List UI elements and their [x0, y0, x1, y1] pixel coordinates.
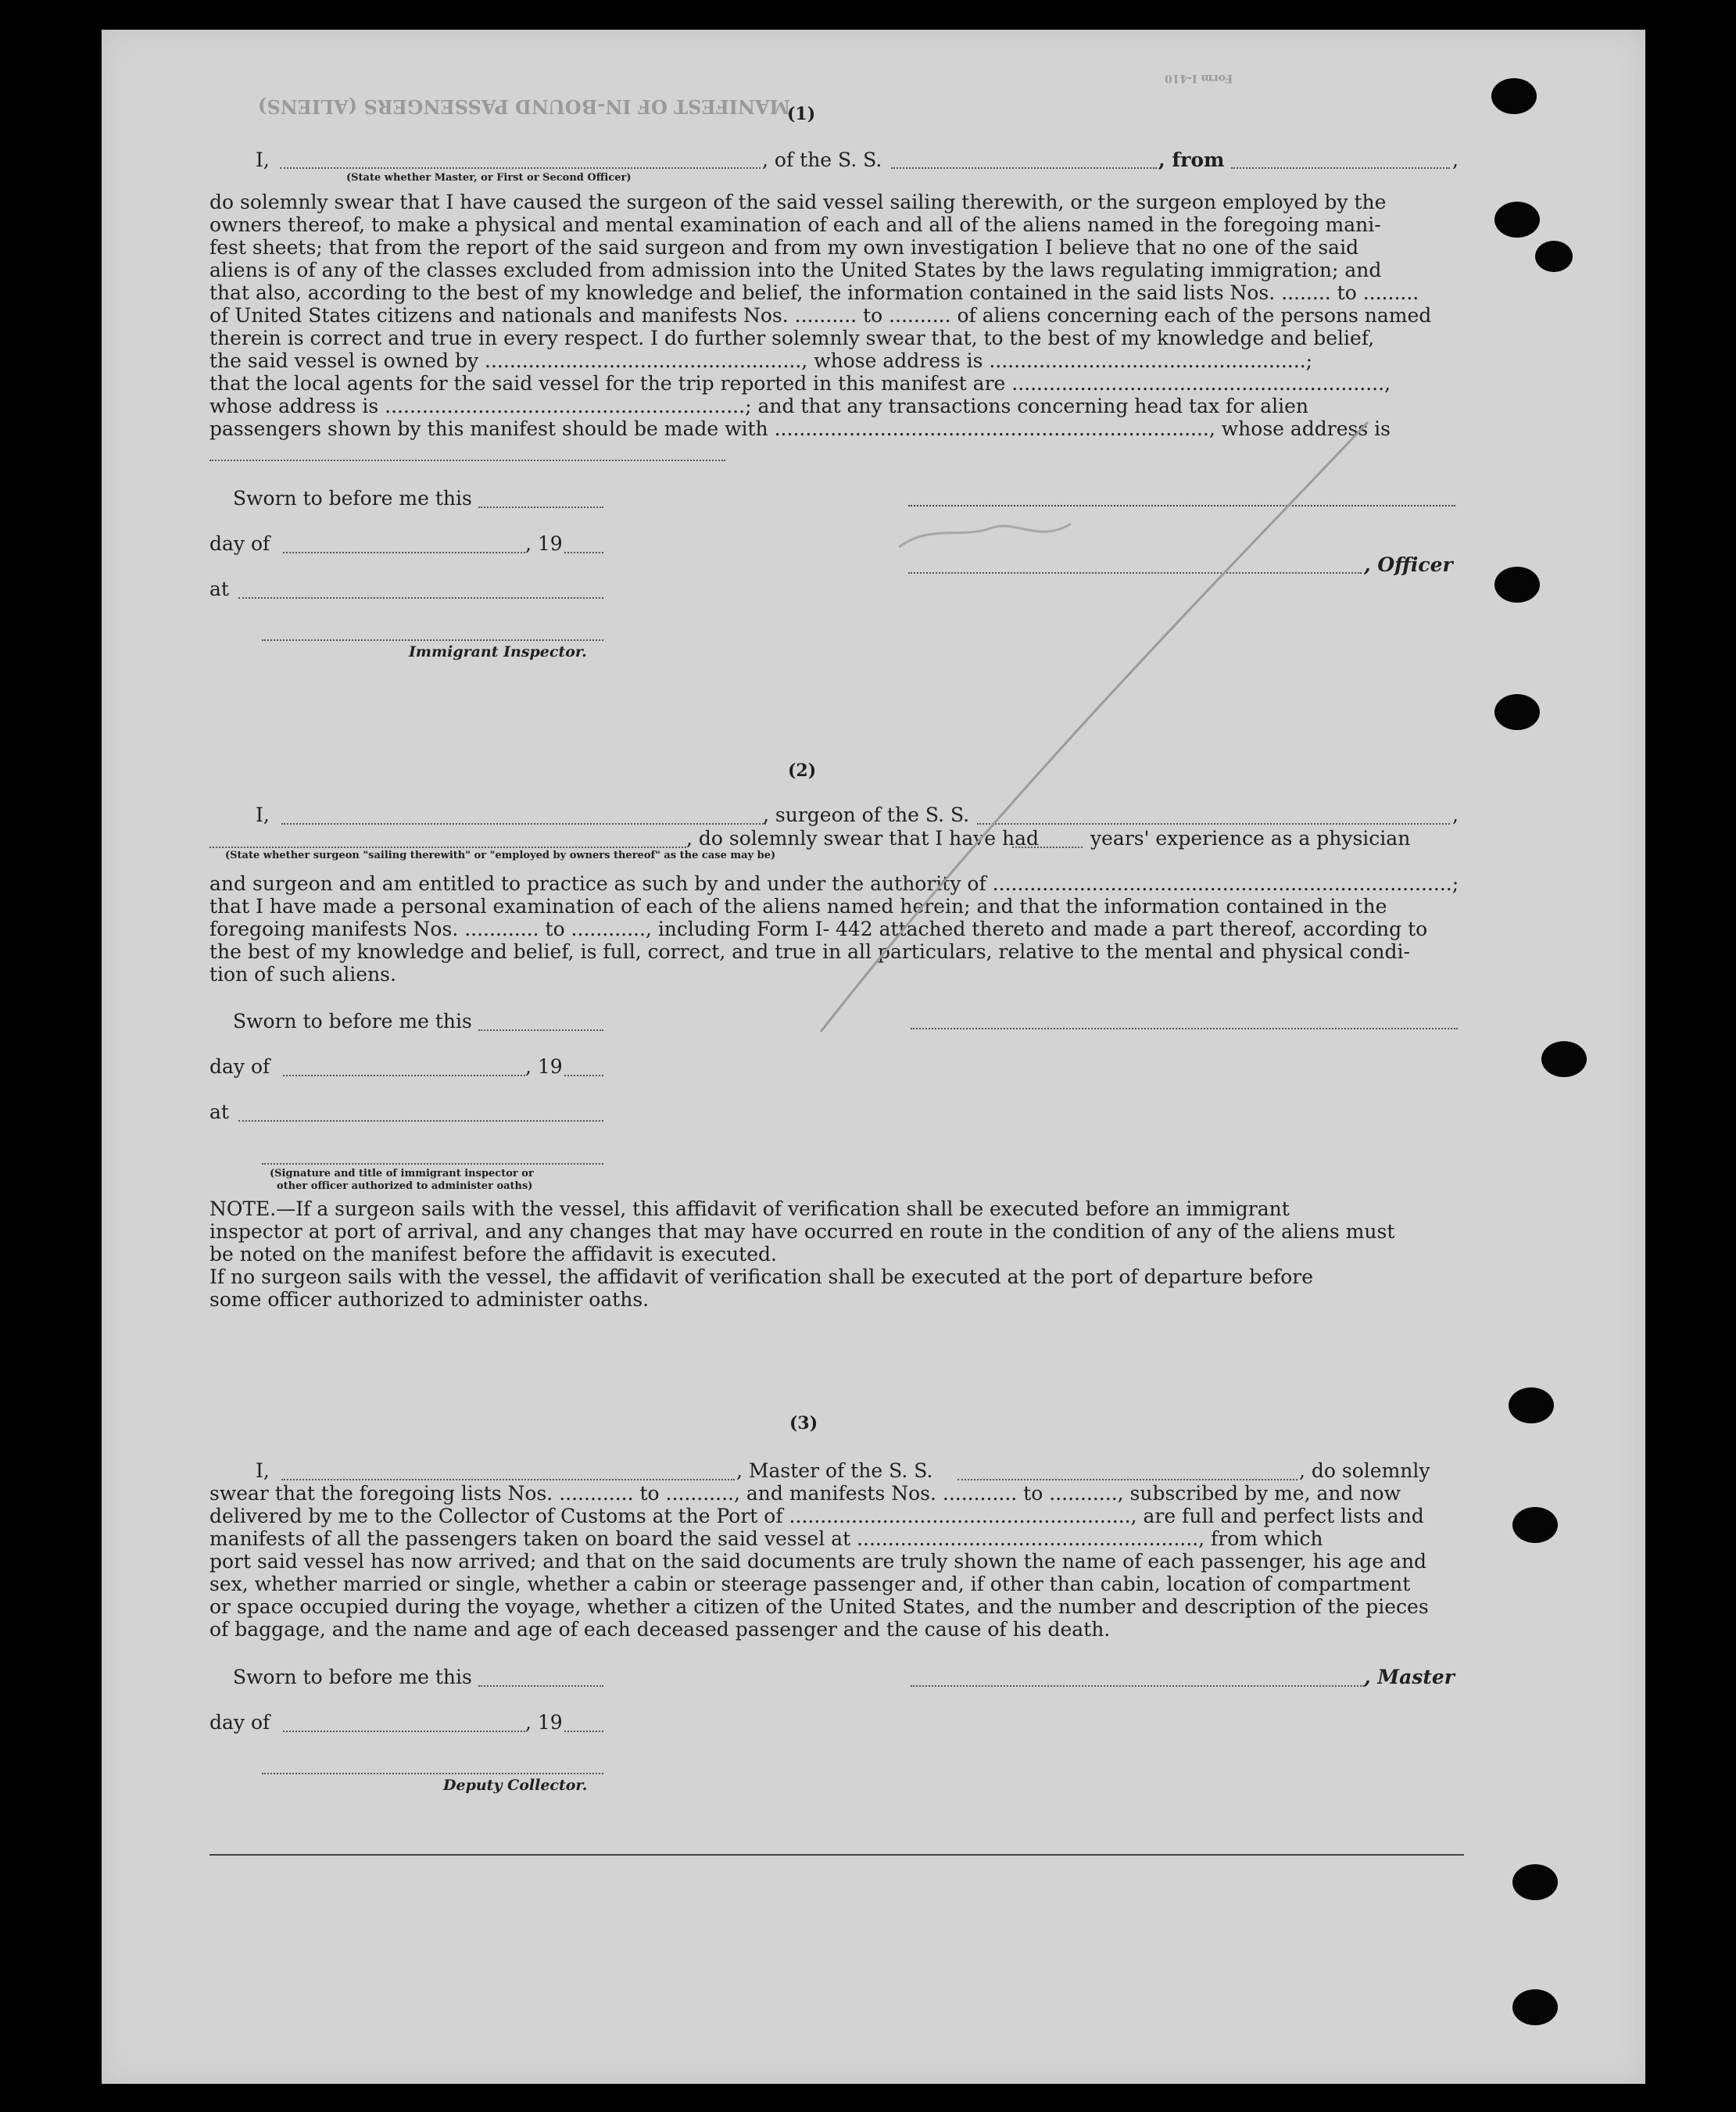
binder-hole: [1494, 202, 1540, 238]
officer-caption: (State whether Master, or First or Second Officer): [346, 172, 632, 184]
month-line: [283, 1731, 525, 1732]
inspector-caption: Immigrant Inspector.: [409, 643, 587, 660]
line-end-comma: ,: [1452, 149, 1459, 171]
binder-hole: [1541, 1041, 1587, 1077]
label-from: , from: [1158, 149, 1225, 171]
ship-name-line: [977, 823, 1450, 825]
surgeon-type-line: [209, 847, 686, 848]
swear-label: , do solemnly swear that I have had: [686, 827, 1040, 850]
years-label: years' experience as a physician: [1090, 827, 1411, 850]
label-of-ss: , of the S. S.: [762, 149, 882, 171]
binder-hole: [1512, 1864, 1558, 1900]
master-paragraph: swear that the foregoing lists Nos. ............ to ..........., and manifests Nos. ............ to ..........., subscribed by me, and now delivered by me to the Collector of Customs at the Port of ......................................................., are full and perfect lists and manifests of all the passengers taken on board the said vessel at ......................................................., from which port said vessel has now arrived; and that on the said documents are truly shown the name of each passenger, his age and sex, whether married or single, whether a cabin or steerage passenger and, if other than cabin, location of compartment or space occupied during the voyage, whether a citizen of the United States, and the number and description of the pieces of baggage, and the name and age of each deceased passenger and the cause of his death.: [209, 1482, 1429, 1641]
year-line: [564, 1075, 603, 1076]
binder-hole: [1512, 1507, 1558, 1543]
binder-hole: [1535, 241, 1573, 272]
section-number: (1): [787, 104, 816, 124]
month-line: [283, 1075, 525, 1076]
section-number: (2): [788, 761, 817, 781]
note-label: NOTE.: [209, 1197, 277, 1220]
at-line: [238, 1120, 603, 1122]
signature-caption: (Signature and title of immigrant inspector or: [270, 1168, 534, 1179]
inspector-signature-line: [262, 1163, 603, 1165]
line-end-comma: ,: [1452, 804, 1459, 826]
sworn-label: Sworn to before me this: [233, 487, 472, 510]
label-master-ss: , Master of the S. S.: [736, 1459, 933, 1482]
officer-signature-line: [908, 572, 1362, 574]
header-stamp: MANIFEST OF IN-BOUND PASSENGERS (ALIENS): [258, 95, 791, 118]
signature-line: [908, 505, 1455, 507]
oath-paragraph: do solemnly swear that I have caused the surgeon of the said vessel sailing therewith, or the surgeon employed by the owners thereof, to make a physical and mental examination of each and all of the aliens named in the foregoing mani- fest sheets; that from the report of the said surgeon and from my own investigation I believe that no one of the said aliens is of any of the classes excluded from admission into the United States by the laws regulating immigration; and that also, according to the best of my knowledge and belief, the information contained in the said lists Nos. ........ to ......... of United States citizens and nationals and manifests Nos. .......... to .......... of aliens concerning each of the persons named therein is correct and true in every respect. I do further solemnly swear that, to the best of my knowledge and belief, the said vessel is owned by ..................................................., whose address is ...................................................; that the local agents for the said vessel for the trip reported in this manifest are ............................................................, whose address is ..........................................................; and that any transactions concerning head tax for alien passengers shown by this manifest should be made with ......................................................................, whose address is: [209, 191, 1432, 440]
surgeon-paragraph: and surgeon and am entitled to practice as such by and under the authority of ..........................................................................; that I have made a personal examination of each of the aliens named herein; and that the information contained in the foregoing manifests Nos. ............ to ............, including Form I- 442 attached thereto and made a part thereof, according to the best of my knowledge and belief, is full, correct, and true in all particulars, relative to the mental and physical condi- tion of such aliens.: [209, 872, 1459, 986]
section-number: (3): [789, 1413, 818, 1434]
label-i: I,: [256, 804, 270, 826]
ship-name-line: [891, 167, 1157, 169]
sworn-label: Sworn to before me this: [233, 1010, 472, 1033]
year-line: [564, 1731, 603, 1732]
deputy-caption: Deputy Collector.: [443, 1777, 588, 1794]
label-surgeon-ss: , surgeon of the S. S.: [763, 804, 970, 826]
label-i: I,: [256, 149, 270, 171]
day-of-label: day of: [209, 1055, 270, 1078]
month-line: [283, 552, 525, 553]
surgeon-name-line: [281, 823, 766, 825]
binder-hole: [1494, 567, 1540, 603]
at-label: at: [209, 1101, 229, 1123]
at-line: [238, 597, 603, 599]
day-of-label: day of: [209, 532, 270, 555]
master-signature-line: [911, 1685, 1364, 1687]
year-label: , 19: [525, 532, 563, 555]
swear-label: , do solemnly: [1299, 1459, 1430, 1482]
binder-hole: [1491, 78, 1537, 114]
surgeon-caption: (State whether surgeon "sailing therewith" or "employed by owners thereof" as the case may be): [225, 850, 776, 861]
signature-caption: other officer authorized to administer oaths): [277, 1180, 533, 1192]
binder-hole: [1509, 1387, 1554, 1423]
officer-label: , Officer: [1364, 553, 1453, 576]
deputy-signature-line: [262, 1773, 603, 1774]
at-label: at: [209, 578, 229, 600]
binder-hole: [1494, 694, 1540, 730]
sworn-date-line: [478, 1029, 603, 1031]
address-line: [209, 460, 725, 461]
officer-name-line: [280, 167, 761, 169]
year-label: , 19: [525, 1711, 563, 1734]
note-paragraph: NOTE.—If a surgeon sails with the vessel, this affidavit of verification shall be executed before an immigrant inspector at port of arrival, and any changes that may have occurred en route in the condition of any of the aliens must be noted on the manifest before the affidavit is executed. If no surgeon sails with the vessel, the affidavit of verification shall be executed at the port of departure before some officer authorized to administer oaths.: [209, 1197, 1395, 1311]
sworn-label: Sworn to before me this: [233, 1666, 472, 1688]
year-label: , 19: [525, 1055, 563, 1078]
day-of-label: day of: [209, 1711, 270, 1734]
label-i: I,: [256, 1459, 270, 1482]
signature-line: [911, 1028, 1458, 1029]
years-line: [1012, 847, 1083, 848]
sworn-date-line: [478, 1685, 603, 1687]
sworn-date-line: [478, 507, 603, 508]
header-form-number: Form I-410: [1165, 72, 1233, 84]
binder-hole: [1512, 1989, 1558, 2025]
master-name-line: [281, 1479, 735, 1480]
inspector-signature-line: [262, 639, 603, 641]
departure-line: [1231, 167, 1450, 169]
ship-name-line: [957, 1479, 1298, 1480]
year-line: [564, 552, 603, 553]
bottom-rule: [209, 1854, 1464, 1856]
master-label: , Master: [1364, 1666, 1455, 1688]
